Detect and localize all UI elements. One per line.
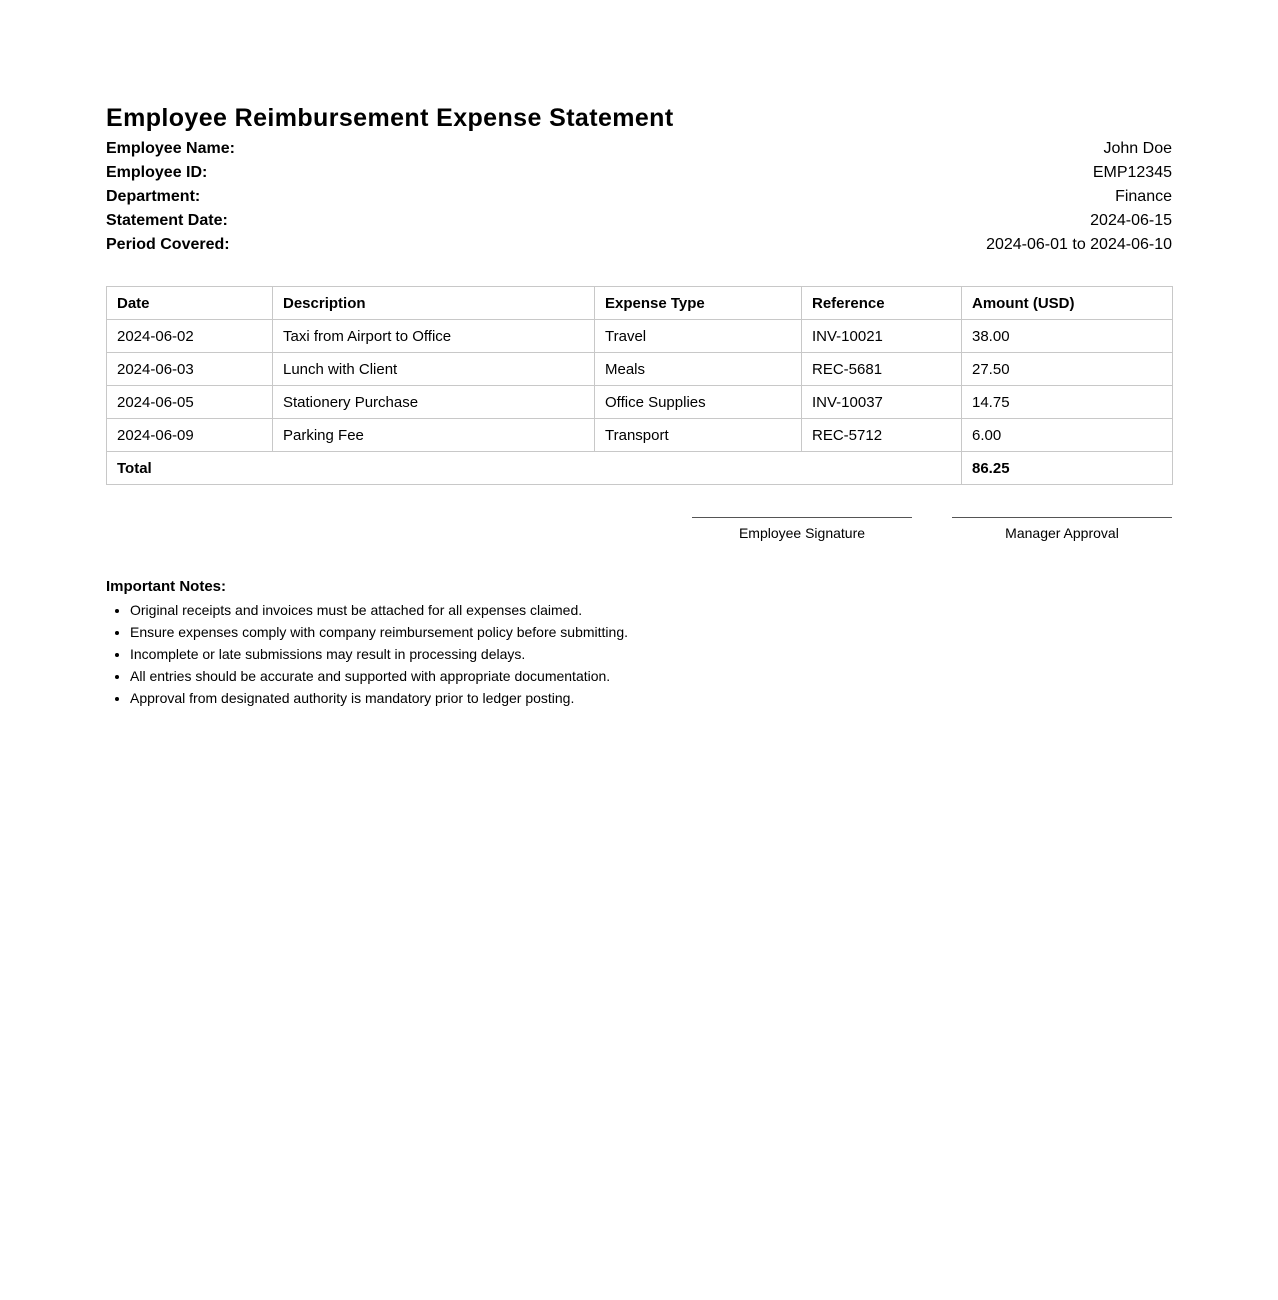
total-value: 86.25 <box>962 452 1173 485</box>
cell-description: Stationery Purchase <box>273 386 595 419</box>
cell-amount: 6.00 <box>962 419 1173 452</box>
employee-info <box>106 137 1172 257</box>
cell-reference: REC-5712 <box>802 419 962 452</box>
info-label: Employee ID: <box>106 164 208 181</box>
info-label: Period Covered: <box>106 236 230 253</box>
info-row-period-covered <box>106 233 1172 257</box>
cell-reference: INV-10037 <box>802 386 962 419</box>
cell-amount: 38.00 <box>962 320 1173 353</box>
table-row <box>107 419 1173 452</box>
document-title: Employee Reimbursement Expense Statement <box>106 104 674 132</box>
signature-area <box>106 517 1172 577</box>
important-notes <box>106 577 1172 709</box>
column-header-reference: Reference <box>802 287 962 320</box>
cell-expense-type: Travel <box>595 320 802 353</box>
statement-page <box>106 103 1172 709</box>
notes-list <box>106 599 1172 709</box>
column-header-date: Date <box>107 287 273 320</box>
info-label: Statement Date: <box>106 212 228 229</box>
info-row-statement-date <box>106 209 1172 233</box>
info-value: 2024-06-01 to 2024-06-10 <box>986 236 1172 253</box>
cell-reference: REC-5681 <box>802 353 962 386</box>
cell-description: Parking Fee <box>273 419 595 452</box>
table-row <box>107 353 1173 386</box>
expense-table <box>106 286 1173 485</box>
list-item: • Incomplete or late submissions may result in processing delays. <box>130 643 1172 665</box>
list-item: • Approval from designated authority is mandatory prior to ledger posting. <box>130 687 1172 709</box>
cell-date: 2024-06-03 <box>107 353 273 386</box>
column-header-expense-type: Expense Type <box>595 287 802 320</box>
notes-title: Important Notes: <box>106 578 226 595</box>
cell-description: Lunch with Client <box>273 353 595 386</box>
info-value: EMP12345 <box>1092 164 1172 181</box>
info-label: Department: <box>106 188 201 205</box>
info-label: Employee Name: <box>106 140 235 157</box>
info-value: Finance <box>1115 188 1172 205</box>
table-row <box>107 320 1173 353</box>
table-row <box>107 386 1173 419</box>
list-item: • Ensure expenses comply with company reimbursement policy before submitting. <box>130 621 1172 643</box>
cell-description: Taxi from Airport to Office <box>273 320 595 353</box>
column-header-amount: Amount (USD) <box>962 287 1173 320</box>
info-row-employee-name <box>106 137 1172 161</box>
info-value: John Doe <box>1103 140 1172 157</box>
list-item: • All entries should be accurate and supported with appropriate documentation. <box>130 665 1172 687</box>
cell-expense-type: Transport <box>595 419 802 452</box>
cell-date: 2024-06-05 <box>107 386 273 419</box>
total-label: Total <box>107 452 962 485</box>
cell-reference: INV-10021 <box>802 320 962 353</box>
info-row-employee-id <box>106 161 1172 185</box>
list-item: • Original receipts and invoices must be attached for all expenses claimed. <box>130 599 1172 621</box>
manager-approval-line: Manager Approval <box>952 517 1172 541</box>
info-row-department <box>106 185 1172 209</box>
cell-amount: 14.75 <box>962 386 1173 419</box>
column-header-description: Description <box>273 287 595 320</box>
cell-amount: 27.50 <box>962 353 1173 386</box>
cell-date: 2024-06-02 <box>107 320 273 353</box>
info-value: 2024-06-15 <box>1090 212 1172 229</box>
cell-expense-type: Meals <box>595 353 802 386</box>
cell-date: 2024-06-09 <box>107 419 273 452</box>
cell-expense-type: Office Supplies <box>595 386 802 419</box>
table-total-row <box>107 452 1173 485</box>
employee-signature-line: Employee Signature <box>692 517 912 541</box>
table-header-row <box>107 287 1173 320</box>
